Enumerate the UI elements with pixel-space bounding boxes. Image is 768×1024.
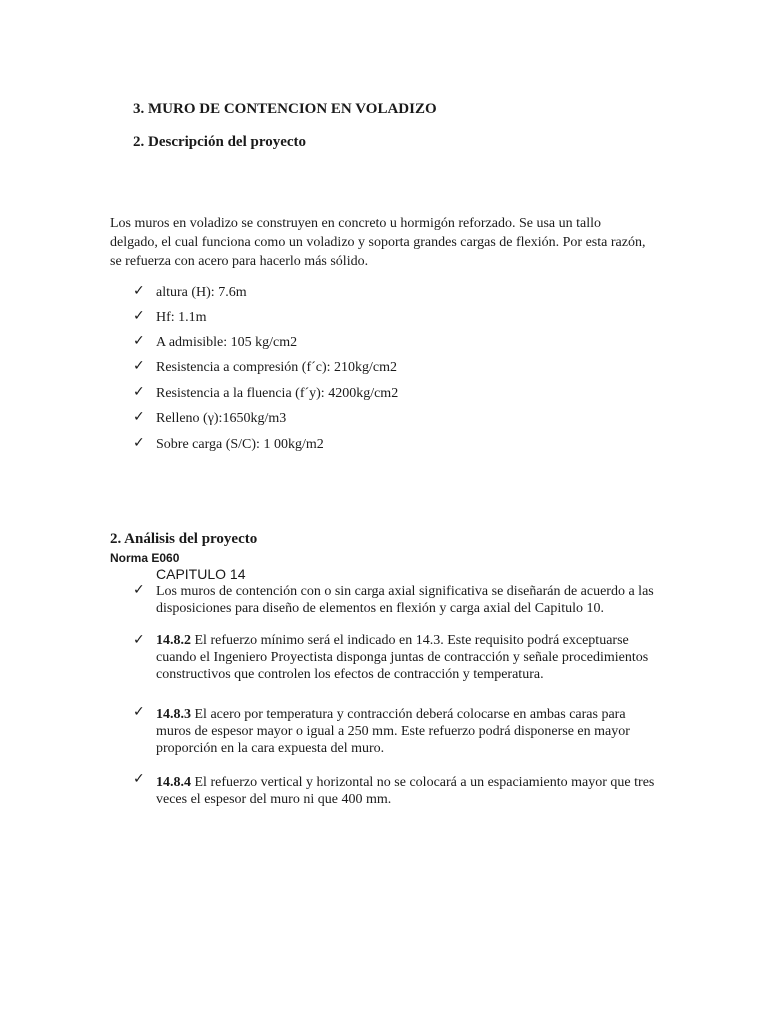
capitulo-label: CAPITULO 14 [156, 566, 246, 582]
check-icon: ✓ [133, 771, 145, 787]
chapter-item-text: El refuerzo vertical y horizontal no se colocará a un espaciamiento mayor que tres veces el espesor del muro ni que 400 mm. [156, 775, 655, 807]
chapter-item-general [156, 583, 656, 617]
list-item-altura: altura (H): 7.6m [156, 285, 247, 300]
chapter-item-code: 14.8.2 [156, 633, 191, 648]
check-icon: ✓ [133, 704, 145, 720]
check-icon: ✓ [133, 409, 145, 425]
chapter-item-code: 14.8.4 [156, 775, 191, 790]
list-item-relleno: Relleno (γ):1650kg/m3 [156, 411, 287, 426]
norma-label: Norma E060 [110, 551, 180, 565]
check-icon: ✓ [133, 283, 145, 299]
chapter-item-1482 [156, 632, 656, 683]
check-icon: ✓ [133, 333, 145, 349]
check-icon: ✓ [133, 384, 145, 400]
section-heading-muro: 3. MURO DE CONTENCION EN VOLADIZO [133, 101, 437, 117]
list-item-admisible: A admisible: 105 kg/cm2 [156, 335, 298, 350]
analysis-heading: 2. Análisis del proyecto [110, 531, 258, 547]
chapter-item-text: El acero por temperatura y contracción deberá colocarse en ambas caras para muros de espesor mayor o igual a 250 mm. Este refuerzo podrá disponerse en mayor proporción en la cara expuesta del muro. [156, 707, 630, 756]
chapter-item-code: 14.8.3 [156, 707, 191, 722]
list-item-fluencia: Resistencia a la fluencia (f´y): 4200kg/cm2 [156, 386, 399, 401]
check-icon: ✓ [133, 435, 145, 451]
list-item-compresion: Resistencia a compresión (f´c): 210kg/cm2 [156, 360, 398, 375]
list-item-sobrecarga: Sobre carga (S/C): 1 00kg/m2 [156, 437, 324, 452]
chapter-item-text: Los muros de contención con o sin carga axial significativa se diseñarán de acuerdo a las disposiciones para diseño de elementos en flexión y carga axial del Capitulo 10. [156, 584, 654, 616]
check-icon: ✓ [133, 358, 145, 374]
chapter-item-text: El refuerzo mínimo será el indicado en 14.3. Este requisito podrá exceptuarse cuando el Ingeniero Proyectista disponga juntas de contracción y señale procedimientos constructivos que controlen los efectos de contracción y temperatura. [156, 633, 649, 682]
check-icon: ✓ [133, 582, 145, 598]
chapter-item-1484 [156, 774, 656, 808]
check-icon: ✓ [133, 632, 145, 648]
check-icon: ✓ [133, 308, 145, 324]
subheading-descripcion: 2. Descripción del proyecto [133, 134, 307, 150]
description-paragraph: Los muros en voladizo se construyen en concreto u hormigón reforzado. Se usa un tallo delgado, el cual funciona como un voladizo y soporta grandes cargas de flexión. Por esta razón, se refuerza con acero para hacerlo más sólido. [110, 216, 646, 269]
chapter-item-1483 [156, 706, 656, 757]
list-item-hf: Hf: 1.1m [156, 310, 207, 325]
